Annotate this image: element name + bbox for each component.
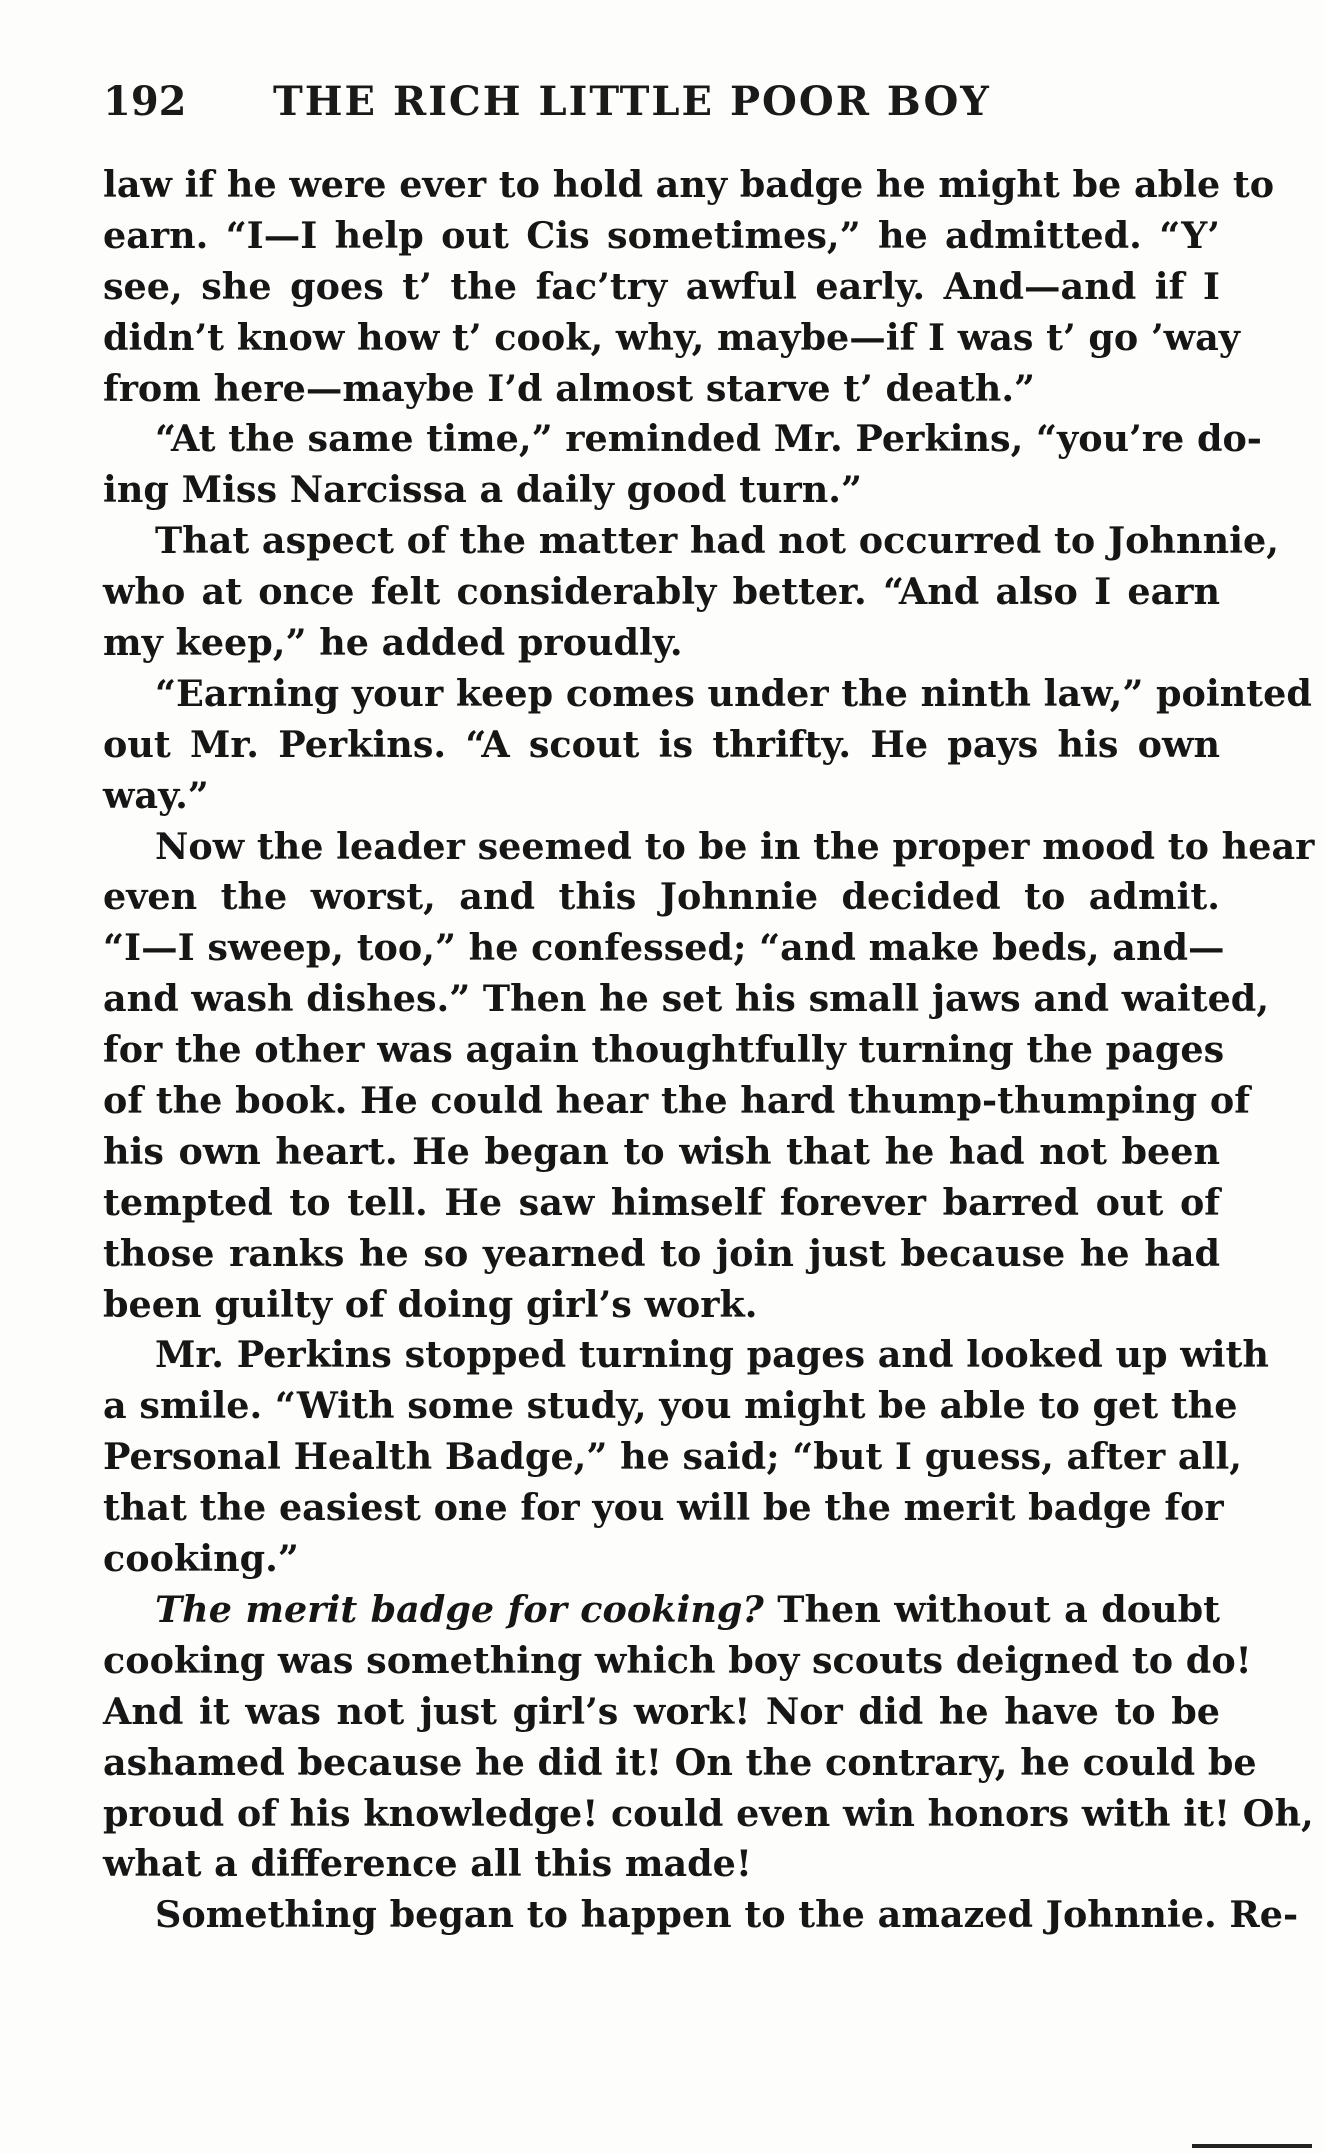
line-text: And it was not just girl’s work! Nor did he have to be [103,1689,1220,1733]
text-line [103,567,1220,618]
line-text: those ranks he so yearned to join just because he had [103,1231,1220,1275]
line-text: tempted to tell. He saw himself forever barred out of [103,1180,1220,1224]
text-line [103,1280,1220,1331]
line-text: That aspect of the matter had not occurred to Johnnie, [155,519,1279,563]
running-head [103,78,1223,138]
line-text: what a difference all this made! [103,1842,752,1886]
text-line [103,1127,1220,1178]
line-text: and wash dishes.” Then he set his small jaws and waited, [103,977,1270,1021]
text-line [103,974,1270,1025]
text-line [103,872,1220,923]
line-text: for the other was again thoughtfully turning the pages [103,1028,1225,1072]
line-text: Then without a doubt [777,1587,1220,1631]
text-line [103,364,1220,415]
text-line [103,771,1220,822]
line-text: ing Miss Narcissa a daily good turn.” [103,468,862,512]
text-line [103,211,1220,262]
text-line [103,1585,1220,1636]
text-line [103,923,1225,974]
line-text: Mr. Perkins stopped turning pages and looked up with [155,1333,1269,1377]
edge-rule-mark [1192,2144,1312,2148]
text-line [103,1839,1220,1890]
text-line [103,313,1240,364]
line-text: “Earning your keep comes under the ninth law,” pointed [155,671,1312,715]
line-text: his own heart. He began to wish that he had not been [103,1129,1220,1173]
text-line [103,720,1220,771]
text-line [103,1330,1269,1381]
running-title: THE RICH LITTLE POOR BOY [273,78,991,125]
line-text: Now the leader seemed to be in the proper mood to hear [155,824,1315,868]
line-text: proud of his knowledge! could even win honors with it! Oh, [103,1791,1314,1835]
text-line [103,822,1315,873]
text-line [103,1687,1220,1738]
text-line [103,1432,1242,1483]
line-text: been guilty of doing girl’s work. [103,1282,758,1326]
line-text: didn’t know how t’ cook, why, maybe—if I was t’ go ’way [103,315,1240,359]
line-text: Something began to happen to the amazed Johnnie. Re- [155,1893,1299,1937]
line-text: out Mr. Perkins. “A scout is thrifty. He pays his own [103,722,1220,766]
text-line [103,262,1220,313]
line-text: a smile. “With some study, you might be able to get the [103,1384,1238,1428]
text-line [103,414,1262,465]
text-line [103,1890,1299,1941]
text-line [103,160,1275,211]
line-text: law if he were ever to hold any badge he might be able to [103,163,1275,206]
text-line [103,1534,1220,1585]
text-line [103,1738,1257,1789]
line-text: Personal Health Badge,” he said; “but I guess, after all, [103,1435,1242,1479]
line-text: earn. “I—I help out Cis sometimes,” he admitted. “Y’ [103,213,1220,257]
line-text: that the easiest one for you will be the merit badge for [103,1486,1224,1530]
line-text: see, she goes t’ the fac’try awful early. And—and if I [103,264,1220,308]
text-line [103,618,1220,669]
line-text: “At the same time,” reminded Mr. Perkins, “you’re do- [155,417,1262,461]
line-text: ashamed because he did it! On the contrary, he could be [103,1740,1257,1784]
text-line [103,1483,1224,1534]
italic-phrase: The merit badge for cooking? [155,1587,764,1631]
text-line [103,516,1279,567]
text-line [103,465,1220,516]
body-text [103,160,1315,1941]
line-text: cooking.” [103,1537,299,1581]
text-line [103,1229,1220,1280]
line-text: even the worst, and this Johnnie decided to admit. [103,875,1220,919]
text-line [103,1789,1314,1840]
line-text: of the book. He could hear the hard thump-thumping of [103,1079,1250,1123]
line-text: “I—I sweep, too,” he confessed; “and make beds, and— [103,926,1225,970]
line-text: from here—maybe I’d almost starve t’ death.” [103,366,1036,410]
text-line [103,1178,1220,1229]
line-text: way.” [103,773,209,817]
text-line [103,1381,1238,1432]
text-line [103,1636,1252,1687]
page-number: 192 [103,78,187,125]
line-text: who at once felt considerably better. “And also I earn [103,570,1220,614]
line-text: cooking was something which boy scouts deigned to do! [103,1638,1252,1682]
text-line [103,1076,1250,1127]
text-line [103,669,1312,720]
line-text: my keep,” he added proudly. [103,621,683,665]
text-line [103,1025,1225,1076]
